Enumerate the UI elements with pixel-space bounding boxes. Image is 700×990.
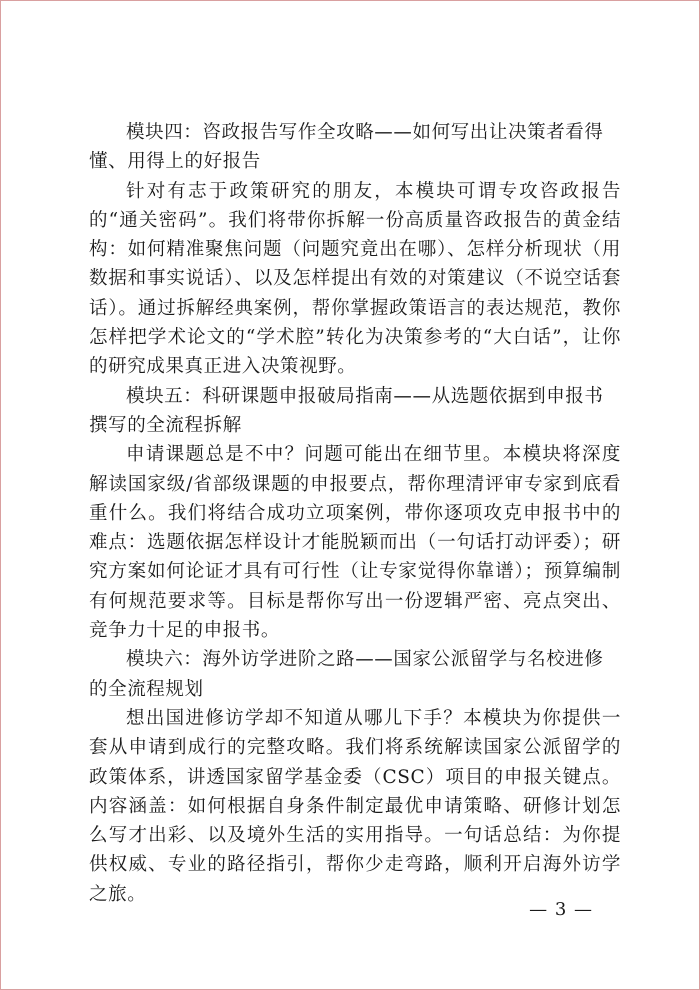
module-5-paragraph: 申请课题总是不中？问题可能出在细节里。本模块将深度解读国家级/省部级课题的申报要点，帮你理清评审专家到底看重什么。我们将结合成功立项案例，带你逐项攻克申报书中的难点：选题依据怎样设计才能脱颖而出（一句话打动评委）；研究方案如何论证才具有可行性（让专家觉得你靠谱）；预算编制有何规范要求等。目标是帮你写出一份逻辑严密、亮点突出、竞争力十足的申报书。 [89, 444, 621, 642]
module-5-heading: 模块五：科研课题申报破局指南——从选题依据到申报书撰写的全流程拆解 [89, 385, 604, 436]
page-number: — 3 — [529, 899, 593, 920]
module-4-paragraph: 针对有志于政策研究的朋友，本模块可谓专攻咨政报告的“通关密码”。我们将带你拆解一份高质量咨政报告的黄金结构：如何精准聚焦问题（问题究竟出在哪）、怎样分析现状（用数据和事实说话）、以及怎样提出有效的对策建议（不说空话套话）。通过拆解经典案例，帮你掌握政策语言的表达规范，教你怎样把学术论文的“学术腔”转化为决策参考的“大白话”，让你的研究成果真正进入决策视野。 [89, 180, 621, 378]
module-6-heading: 模块六：海外访学进阶之路——国家公派留学与名校进修的全流程规划 [89, 649, 604, 700]
module-4-heading: 模块四：咨政报告写作全攻略——如何写出让决策者看得懂、用得上的好报告 [89, 122, 604, 173]
document-body [89, 118, 621, 909]
module-6-paragraph: 想出国进修访学却不知道从哪儿下手？本模块为你提供一套从申请到成行的完整攻略。我们将系统解读国家公派留学的政策体系，讲透国家留学基金委（CSC）项目的申报关键点。内容涵盖：如何根据自身条件制定最优申请策略、研修计划怎么写才出彩、以及境外生活的实用指导。一句话总结：为你提供权威、专业的路径指引，帮你少走弯路，顺利开启海外访学之旅。 [89, 707, 621, 905]
